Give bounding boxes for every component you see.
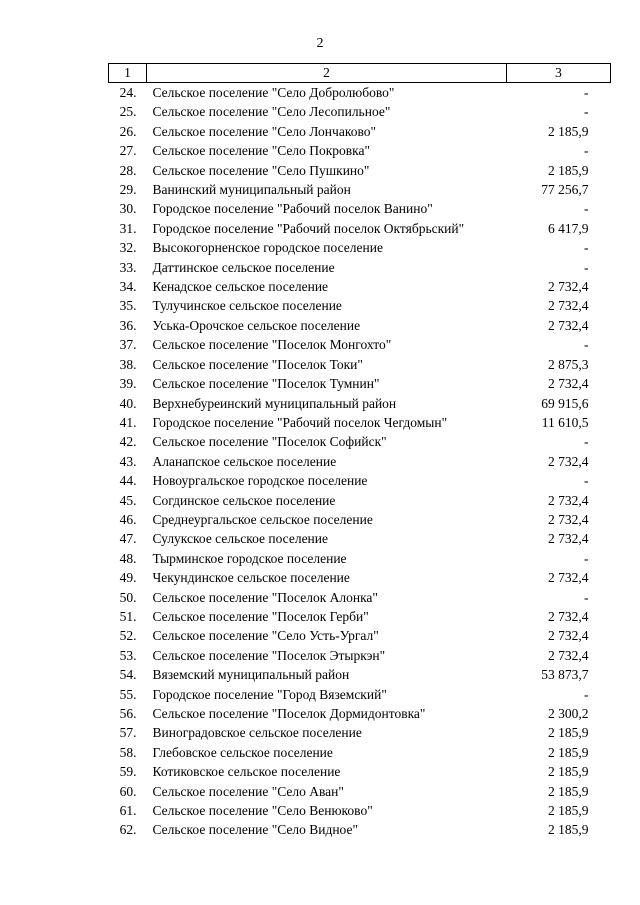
row-name: Сельское поселение "Село Добролюбово" (152, 85, 395, 100)
row-name: Городское поселение "Рабочий поселок Ванино" (152, 201, 433, 217)
table-row (109, 782, 611, 801)
row-number: 47. (119, 531, 137, 547)
row-number: 49. (119, 570, 137, 586)
row-name: Сельское поселение "Поселок Этыркэн" (152, 647, 386, 663)
row-name: Сельское поселение "Поселок Тумнин" (152, 376, 380, 392)
row-name: Сельское поселение "Село Лесопильное" (152, 104, 391, 120)
table-row (109, 199, 611, 218)
row-value: 2 732,4 (548, 317, 589, 333)
table-row (109, 238, 611, 257)
row-name: Уська-Орочское сельское поселение (152, 317, 361, 333)
row-value: 77 256,7 (541, 182, 589, 198)
row-name: Верхнебуреинский муниципальный район (152, 395, 397, 411)
table-row (109, 83, 611, 103)
table-row (109, 141, 611, 160)
row-value: 2 185,9 (548, 123, 589, 139)
table-row (109, 316, 611, 335)
row-number: 32. (119, 240, 137, 256)
row-name: Ванинский муниципальный район (152, 182, 351, 198)
row-number: 29. (119, 182, 137, 198)
row-name: Городское поселение "Рабочий поселок Октябрьский" (152, 220, 465, 236)
row-number: 50. (119, 589, 137, 605)
table-row (109, 510, 611, 529)
row-name: Сельское поселение "Поселок Софийск" (152, 434, 387, 450)
table-row (109, 355, 611, 374)
row-value: 2 732,4 (548, 570, 589, 586)
table-row (109, 549, 611, 568)
column-header-1: 1 (109, 64, 147, 83)
row-number: 26. (119, 123, 137, 139)
row-number: 54. (119, 667, 137, 683)
table-body (109, 83, 611, 840)
row-number: 30. (119, 201, 137, 217)
row-value: - (584, 259, 589, 275)
table-row (109, 161, 611, 180)
row-name: Сельское поселение "Поселок Дормидонтовка" (152, 706, 426, 721)
row-number: 38. (119, 356, 137, 372)
row-name: Сельское поселение "Село Усть-Ургал" (152, 628, 379, 644)
table-row (109, 296, 611, 315)
table-row (109, 413, 611, 432)
row-value: - (584, 85, 589, 100)
row-number: 41. (119, 414, 137, 430)
row-name: Даттинское сельское поселение (152, 259, 335, 275)
table-row (109, 743, 611, 762)
row-name: Сельское поселение "Поселок Монгохто" (152, 337, 392, 353)
table-row (109, 723, 611, 742)
row-number: 25. (119, 104, 137, 120)
page-number: 2 (316, 36, 324, 51)
table-header-row (109, 64, 611, 83)
row-number: 48. (119, 550, 137, 566)
row-number: 28. (119, 162, 137, 178)
row-name: Сельское поселение "Поселок Алонка" (152, 589, 378, 605)
row-name: Глебовское сельское поселение (152, 744, 333, 760)
row-value: 2 732,4 (548, 279, 589, 295)
table-row (109, 394, 611, 413)
table-row (109, 471, 611, 490)
table-row (109, 374, 611, 393)
row-value: 2 185,9 (548, 162, 589, 178)
row-number: 60. (119, 783, 137, 799)
row-number: 27. (119, 143, 137, 159)
row-number: 53. (119, 647, 137, 663)
row-value: - (584, 473, 589, 489)
table-row (109, 626, 611, 645)
row-number: 44. (119, 473, 137, 489)
row-value: 2 875,3 (548, 356, 589, 372)
row-value: 2 185,9 (548, 764, 589, 780)
row-value: - (584, 143, 589, 159)
row-name: Сельское поселение "Поселок Герби" (152, 608, 369, 624)
table-row (109, 588, 611, 607)
row-name: Сулукское сельское поселение (152, 531, 328, 547)
row-number: 57. (119, 725, 137, 741)
row-name: Виноградовское сельское поселение (152, 725, 362, 741)
row-value: - (584, 201, 589, 217)
row-value: 2 185,9 (548, 822, 589, 838)
row-number: 39. (119, 376, 137, 392)
row-value: 2 185,9 (548, 783, 589, 799)
table-row (109, 607, 611, 626)
table-row (109, 122, 611, 141)
row-number: 33. (119, 259, 137, 275)
row-name: Сельское поселение "Село Аван" (152, 783, 344, 799)
row-value: 2 732,4 (548, 531, 589, 547)
row-name: Котиковское сельское поселение (152, 764, 341, 780)
row-name: Городское поселение "Город Вяземский" (152, 686, 387, 702)
row-value: - (584, 240, 589, 256)
table-row (109, 452, 611, 471)
row-name: Сельское поселение "Село Покровка" (152, 143, 371, 159)
table-row (109, 685, 611, 704)
row-number: 55. (119, 686, 137, 702)
row-value: - (584, 337, 589, 353)
column-header-3: 3 (507, 64, 611, 83)
row-value: - (584, 104, 589, 120)
row-number: 46. (119, 511, 137, 527)
row-name: Новоургальское городское поселение (152, 473, 368, 489)
table-row (109, 277, 611, 296)
row-value: 2 732,4 (548, 453, 589, 469)
row-number: 37. (119, 337, 137, 353)
row-number: 56. (119, 706, 137, 721)
column-header-2: 2 (147, 64, 507, 83)
table-row (109, 568, 611, 587)
row-number: 58. (119, 744, 137, 760)
row-number: 36. (119, 317, 137, 333)
row-value: 6 417,9 (548, 220, 589, 236)
row-number: 42. (119, 434, 137, 450)
row-number: 45. (119, 492, 137, 508)
table-row (109, 258, 611, 277)
row-value: 2 185,9 (548, 725, 589, 741)
table-row (109, 762, 611, 781)
row-value: 2 732,4 (548, 298, 589, 314)
row-number: 52. (119, 628, 137, 644)
row-value: 2 300,2 (548, 706, 589, 721)
row-value: 2 185,9 (548, 744, 589, 760)
row-name: Тулучинское сельское поселение (152, 298, 342, 314)
row-value: 2 732,4 (548, 511, 589, 527)
table-row (109, 219, 611, 238)
row-name: Аланапское сельское поселение (152, 453, 337, 469)
row-name: Согдинское сельское поселение (152, 492, 336, 508)
row-name: Вяземский муниципальный район (152, 667, 350, 683)
row-value: 2 732,4 (548, 608, 589, 624)
table-row (109, 491, 611, 510)
row-number: 35. (119, 298, 137, 314)
row-value: - (584, 686, 589, 702)
row-name: Сельское поселение "Поселок Токи" (152, 356, 363, 372)
row-name: Кенадское сельское поселение (152, 279, 329, 295)
row-name: Сельское поселение "Село Пушкино" (152, 162, 370, 178)
row-number: 40. (119, 395, 137, 411)
table-row (109, 820, 611, 839)
data-table (108, 63, 611, 840)
row-value: - (584, 589, 589, 605)
row-value: - (584, 434, 589, 450)
row-name: Тырминское городское поселение (152, 550, 347, 566)
row-value: 53 873,7 (541, 667, 589, 683)
row-number: 34. (119, 279, 137, 295)
row-name: Городское поселение "Рабочий поселок Чегдомын" (152, 414, 448, 430)
row-number: 61. (119, 803, 137, 819)
table-row (109, 335, 611, 354)
row-number: 43. (119, 453, 137, 469)
row-name: Среднеургальское сельское поселение (152, 511, 373, 527)
row-number: 31. (119, 220, 137, 236)
row-value: 11 610,5 (541, 414, 589, 430)
row-value: 2 732,4 (548, 628, 589, 644)
table-row (109, 646, 611, 665)
row-name: Чекундинское сельское поселение (152, 570, 350, 586)
row-value: 2 185,9 (548, 803, 589, 819)
table-row (109, 704, 611, 723)
table-row (109, 529, 611, 548)
row-name: Высокогорненское городское поселение (152, 240, 383, 256)
row-number: 62. (119, 822, 137, 838)
row-number: 24. (119, 85, 137, 100)
table-row (109, 432, 611, 451)
row-value: 69 915,6 (541, 395, 589, 411)
row-name: Сельское поселение "Село Видное" (152, 822, 358, 838)
table-row (109, 180, 611, 199)
table-row (109, 801, 611, 820)
row-value: 2 732,4 (548, 376, 589, 392)
row-value: 2 732,4 (548, 492, 589, 508)
row-value: 2 732,4 (548, 647, 589, 663)
row-name: Сельское поселение "Село Лончаково" (152, 123, 376, 139)
row-number: 51. (119, 608, 137, 624)
row-value: - (584, 550, 589, 566)
row-name: Сельское поселение "Село Венюково" (152, 803, 373, 819)
row-number: 59. (119, 764, 137, 780)
table-row (109, 102, 611, 121)
table-row (109, 665, 611, 684)
